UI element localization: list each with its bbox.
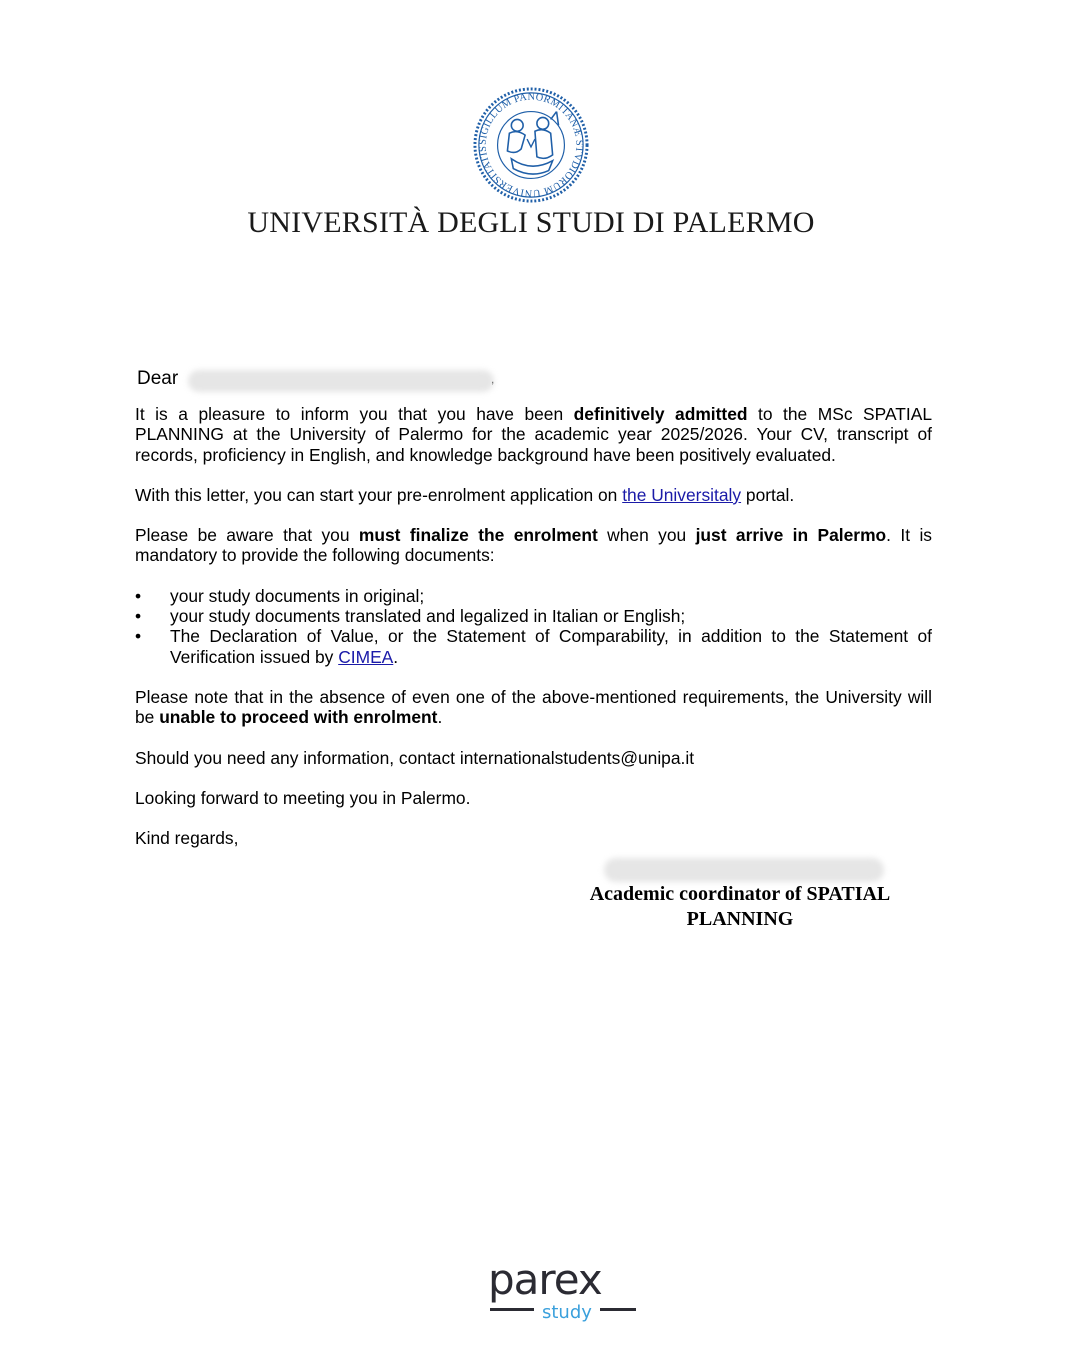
admission-paragraph: It is a pleasure to inform you that you have been definitively admitted to the MSc SPATIAL PLANNING at the University of Palermo for the academic year 2025/2026. Your CV, transcript of records, proficiency in English, and knowledge background have been positively evaluated. [135,404,932,465]
bullet-icon: • [135,626,142,647]
greeting-punctuation: , [491,372,495,386]
parex-study-logo [486,1258,656,1324]
university-name: UNIVERSITÀ DEGLI STUDI DI PALERMO [247,206,815,239]
letter-body [135,404,932,848]
signature-program: PLANNING [686,908,794,930]
bullet-icon: • [135,606,142,627]
greeting: Dear [137,368,179,389]
closing-salutation: Kind regards, [135,828,239,849]
contact-paragraph: Should you need any information, contact internationalstudents@unipa.it [135,747,695,768]
svg-text:parex: parex [488,1258,602,1304]
redacted-signatory-name [604,858,884,882]
unable-emphasis: unable to proceed with enrolment [159,707,438,728]
signature-title: Academic coordinator of SPATIAL [589,883,891,905]
required-documents-list [135,586,932,667]
signature-block [560,882,920,932]
list-item: • your study documents translated and legalized in Italian or English; [135,606,686,627]
finalize-emphasis: must finalize the enrolment [358,525,598,546]
cimea-link[interactable]: CIMEA [338,646,394,667]
redacted-recipient-name [188,370,494,392]
admitted-emphasis: definitively admitted [573,404,748,424]
arrive-emphasis: just arrive in Palermo [695,525,887,546]
bullet-icon: • [135,585,142,606]
svg-text:SIGILLUM PANORMITANÆ STVDIORUM: SIGILLUM PANORMITANÆ STVDIORUM UNIVERSITATIS [477,91,585,199]
requirements-warning-paragraph: Please note that in the absence of even one of the above-mentioned requirements, the University will be unable to proceed with enrolment. [135,686,932,728]
list-item: • your study documents in original; [135,585,425,606]
universitaly-link[interactable]: the Universitaly [622,484,742,505]
enrolment-notice-paragraph: Please be aware that you must finalize the enrolment when you just arrive in Palermo. It is mandatory to provide the following documents: [135,525,933,566]
closing-remark: Looking forward to meeting you in Palermo. [135,787,471,808]
svg-text:study: study [542,1302,592,1323]
list-item: • The Declaration of Value, or the Statement of Comparability, in addition to the Statement of Verification issued by CIMEA. [135,626,932,667]
university-seal-icon [472,86,590,204]
pre-enrolment-paragraph: With this letter, you can start your pre-enrolment application on the Universitaly portal. [135,484,795,505]
